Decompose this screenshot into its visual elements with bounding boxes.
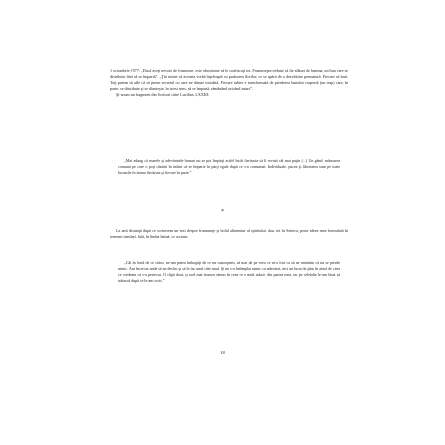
section-separator: *	[221, 209, 224, 215]
quotation-2	[118, 260, 340, 284]
quotation-1	[118, 158, 340, 176]
quote-1-text: „Mai adaug că marele şi adevăratele bunuri nu se pot împărţi astfel încât fiecăruia să îi revină cât mai puţin (...) Un gând, mâncarea comună pe care o poţi cântări în mâini că se împarte în părţi egale după ce s-a consumat. Individuale, pacea şi libertatea sunt pe toate lucrurile în inima fiecăruia şi fiecare în parte.”	[118, 158, 340, 176]
paragraph-3: La anii distanţă după ce scrisesem un text despre frumuseţe şi bolul alimentar al spiritului, dau, tot în Seneca, peste ideea mea formulată în termeni similari. Iată, în limba latină, ce scriam:	[110, 228, 348, 240]
page-number: 18	[220, 350, 225, 355]
body-text-top	[110, 68, 348, 98]
body-text-middle	[110, 228, 348, 240]
paragraph-1: 1 octombrie 1977: „Dacă aveţi nevoie de frumoase, este obositoare să le confiscaţi tot. Frumuseţea trebuie să fie alături de lumina, un bun care se distribuie fără să se împartă”. „Ţin minte că aceasta vorbă înţeleaptă cu pudoarea florilor, ce se apără de o dezvăluire prematură. Fiecare să însă. Toţi putem să afle că să ţinem secretul cu care ne dăruie nicidată. Fiecare iubire e transformată de pierderea bunului corporal (un trup) care, în parte, se distribuie şi se dăruieşte, în acest sens, să se împartă, rămânând oricând intact”.	[110, 68, 348, 92]
paragraph-2: Şi-acum un fragment din Scrisori către Lucilius, LXXIII:	[116, 92, 210, 98]
quote-2-text: „Cât în fond de ce citim, ne-am putea îmbogăţi de ce nu cunoaştem, să mai de pe ceea ce ni-a fost ca să ne amintim că nu se pierde nimic. Am încercat unde să ne desfac şi să le fac unul câte unul. Şi nu s-a întâmplat nimic cu adevărat, nici un lucru în plus în afară de ceea ce credeam că s-a petrecut. O clipă doar, şi acel mai frumos rămas în ceea ce e mult aduce, din partea mea, iar pe celelalte le-am lăsat să trăiască după ce le-am scris.”	[118, 260, 340, 284]
